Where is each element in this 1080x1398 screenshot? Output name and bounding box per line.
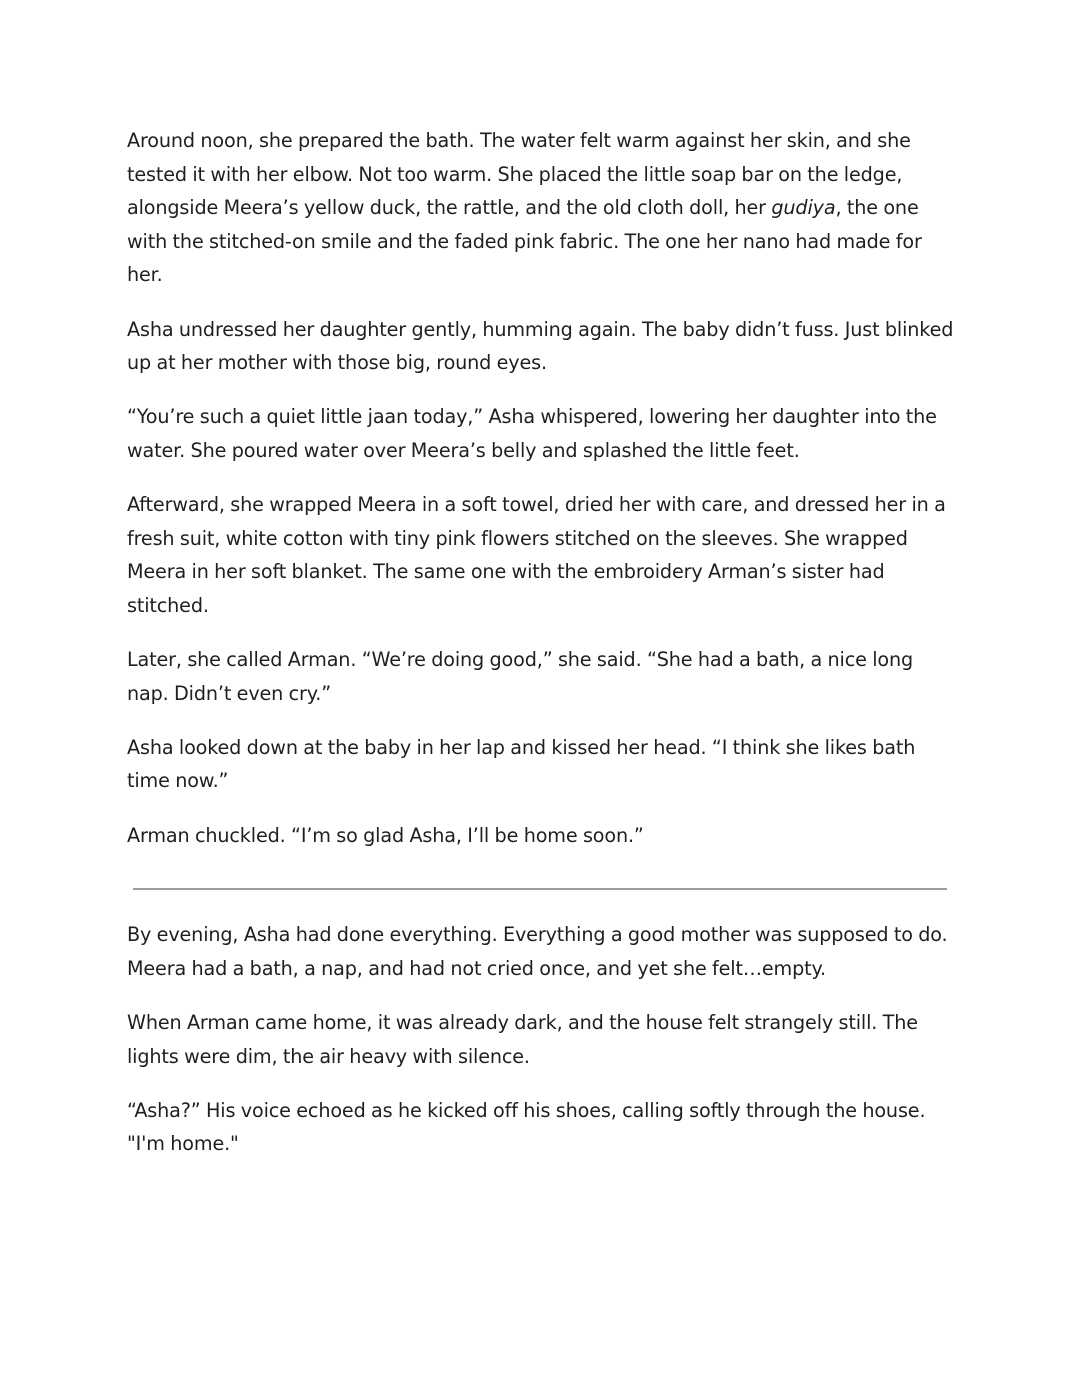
paragraph-arman-chuckled: Arman chuckled. “I’m so glad Asha, I’ll be home soon.” — [127, 823, 644, 847]
paragraph-bath-time: Asha looked down at the baby in her lap and kissed her head. “I think she likes bath time now.” — [127, 735, 916, 793]
paragraph-asha-call: “Asha?” His voice echoed as he kicked off his shoes, calling softly through the house. "I'm home." — [127, 1098, 926, 1156]
paragraph-text: Around noon, she prepared the bath. The water felt warm against her skin, and she tested it with her elbow. Not too warm. She placed the little soap bar on the ledge, alongside Meera’s yellow duck, the rattle, and the old cloth doll, her — [127, 129, 911, 220]
paragraph-call-arman: Later, she called Arman. “We’re doing good,” she said. “She had a bath, a nice long nap. Didn’t even cry.” — [127, 648, 914, 705]
paragraph-text: , the one with the stitched-on smile and the faded pink fabric. The one her nano had made for her. — [127, 196, 922, 287]
document-page — [127, 124, 957, 1182]
italic-word: gudiya — [771, 196, 836, 220]
paragraph-evening: By evening, Asha had done everything. Everything a good mother was supposed to do. Meera had a bath, a nap, and had not cried once, and yet she felt…empty. — [127, 923, 948, 980]
paragraph-arman-home: When Arman came home, it was already dark, and the house felt strangely still. The lights were dim, the air heavy with silence. — [127, 1011, 918, 1068]
paragraph-afterward: Afterward, she wrapped Meera in a soft towel, dried her with care, and dressed her in a fresh suit, white cotton with tiny pink flowers stitched on the sleeves. She wrapped Meera in her soft blanket. The same one with the embroidery Arman’s sister had stitched. — [127, 493, 946, 617]
paragraph-bath-prep — [127, 124, 957, 292]
paragraph-quiet-jaan: “You’re such a quiet little jaan today,” Asha whispered, lowering her daughter into the water. She poured water over Meera’s belly and splashed the little feet. — [127, 405, 937, 462]
section-divider — [133, 888, 947, 890]
paragraph-undress: Asha undressed her daughter gently, humming again. The baby didn’t fuss. Just blinked up at her mother with those big, round eyes. — [127, 317, 954, 375]
